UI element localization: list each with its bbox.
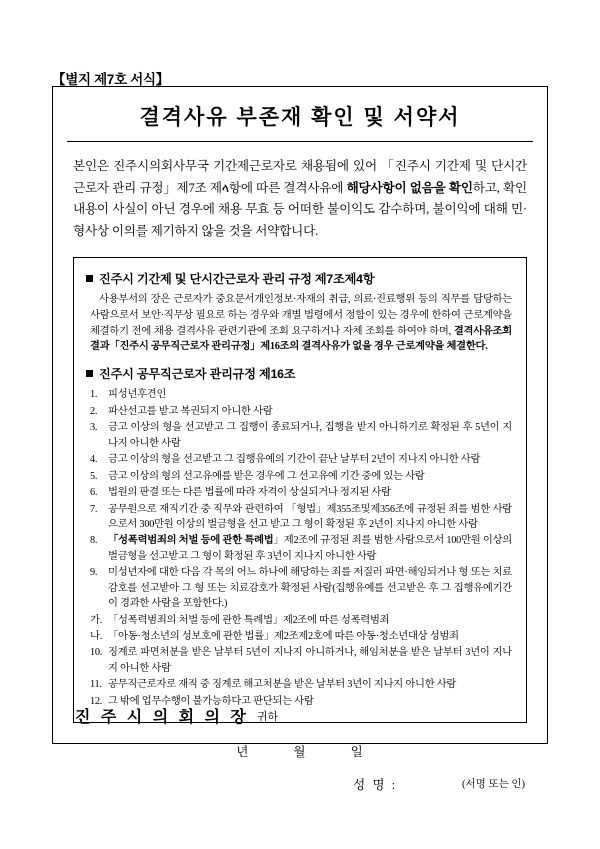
date-day-label: 일 [350, 745, 364, 760]
list-item-text: 법원의 판결 또는 다른 법률에 따라 자격이 상실되거나 정지된 사람 [108, 487, 391, 499]
intro-text-part2: 하고, 확인 내용이 사실이 아닌 경우에 채용 무효 등 어떠한 불이익도 감수하며, 불이익에 대해 민·형사상 이의를 제기하지 않을 것을 서약합니다. [73, 180, 527, 238]
signature-note: (서명 또는 인) [462, 779, 525, 791]
list-item-text: 미성년자에 대한 다음 각 목의 어느 하나에 해당하는 죄를 저질러 파면·해임되거나 형 또는 치료감호를 선고받아 그 형 또는 치료감호가 확정된 사람(집행유예를 선고받은 후 그 집행유예기간이 경과한 사람을 포함한다.) [108, 567, 512, 610]
date-year-label: 년 [236, 745, 250, 760]
date-month-label: 월 [293, 745, 307, 760]
list-item-number: 6. [90, 487, 98, 499]
section2-heading: 진주시 공무직근로자 관리규정 제16조 [99, 367, 296, 382]
date-line [53, 741, 547, 760]
list-item [90, 629, 512, 644]
list-item [90, 452, 512, 467]
section1-body [90, 292, 512, 356]
section2-heading-row [86, 365, 514, 382]
list-item [90, 613, 512, 628]
list-item [90, 469, 512, 484]
list-item-bold: 「성폭력범죄의 처벌 등에 관한 특례법 [108, 535, 274, 547]
list-item [90, 502, 512, 533]
list-item-number: 12. [90, 695, 103, 707]
list-item [90, 420, 512, 451]
list-item-rest: 」제2조에 규정된 죄를 범한 사람으로서 100만원 이상의 벌금형을 선고받고 그 형이 확정된 후 3년이 지나지 아니한 사람 [108, 535, 513, 562]
list-item [90, 677, 512, 692]
signature-name-label: 성 명 : [353, 778, 398, 793]
section1-heading: 진주시 기간제 및 단시간근로자 관리 규정 제7조제4항 [99, 271, 375, 286]
recipient-name: 진 주 시 의 회 의 장 [75, 709, 249, 726]
list-item-text: 공무직근로자로 재직 중 징계로 해고처분을 받은 날부터 3년이 지나지 아니한 사람 [108, 679, 457, 691]
list-item-number: 11. [90, 679, 102, 691]
list-item-number: 4. [90, 454, 98, 466]
intro-paragraph [73, 156, 527, 243]
recipient-honorific: 귀하 [256, 711, 279, 723]
list-item-text: 「성폭력범죄의 처벌 등에 관한 특례법」제2조에 따른 성폭력범죄 [108, 614, 390, 626]
list-item-text: 금고 이상의 형을 선고받고 그 집행이 종료되거나, 집행을 받지 아니하기로 확정된 후 5년이 지나지 아니한 사람 [108, 422, 512, 449]
list-item-text: 징계로 파면처분을 받은 날부터 5년이 지나지 아니하거나, 해임처분을 받은 날부터 3년이 지나지 아니한 사람 [108, 647, 512, 674]
list-item-text: 금고 이상의 형을 선고받고 그 집행유예의 기간이 끝난 날부터 2년이 지나지 아니한 사람 [108, 454, 481, 466]
list-item [90, 404, 512, 419]
intro-text-bold: 해당사항이 없음을 확인 [346, 180, 473, 195]
list-item-number: 8. [90, 535, 98, 547]
section1-body-bold: 결격사유조회 결과「진주시 공무직근로자 관리규정」제16조의 결격사유가 없을 경우 근로계약을 체결한다. [90, 325, 512, 353]
recipient-line [75, 704, 278, 727]
list-item-number: 7. [90, 503, 98, 515]
list-item-text: 「아동·청소년의 성보호에 관한 법률」제2조제2호에 따른 아동·청소년대상 성범죄 [108, 631, 459, 642]
document-title: 결격사유 부존재 확인 및 서약서 [139, 106, 461, 129]
list-item [90, 565, 512, 611]
bullet-square-icon [86, 370, 93, 377]
list-item-number: 9. [90, 567, 98, 579]
list-item-text: 금고 이상의 형의 선고유예를 받은 경우에 그 선고유예 기간 중에 있는 사람 [108, 470, 425, 482]
list-item-text: 그 밖에 업무수행이 불가능하다고 판단되는 사람 [108, 695, 314, 707]
list-item [90, 533, 512, 564]
list-item-number: 10. [90, 647, 103, 659]
list-item-number: 2. [90, 405, 98, 417]
intro-text-part1: 본인은 진주시의회사무국 기간제근로자로 채용됨에 있어 「진주시 기간제 및 단시간근로자 관리 규정」제7조 제ላ항에 따른 결격사유에 [73, 159, 527, 195]
list-item-text: 피성년후견인 [108, 389, 167, 401]
bullet-square-icon [86, 275, 93, 282]
list-item-number: 1. [90, 389, 98, 401]
document-body-box [52, 86, 548, 793]
section1-heading-row [86, 270, 514, 287]
section1-body-part1: 사용부서의 장은 근로자가 중요문서개인정보·자재의 취급, 의료·진료행위 등의 직무를 담당하는 사람으로서 보안·직무상 필요로 하는 경우와 개별 법령에서 정함이 있는 경우에 한하여 근로계약을 체결하기 전에 채용 결격사유 관련기관에 조회 요구하거나 자체 조회를 하여야 하며, [90, 293, 512, 337]
list-item-number: 5. [90, 470, 98, 482]
list-item [90, 645, 512, 676]
title-divider [67, 141, 533, 142]
signature-row [53, 774, 547, 794]
list-item-number: 가. [90, 614, 103, 626]
list-item [90, 387, 512, 402]
list-item [90, 485, 512, 500]
form-number-tag: 【별지 제7호 서식】 [52, 72, 169, 87]
regulations-box [73, 257, 527, 724]
disqualification-list [86, 387, 514, 709]
list-item-text: 파산선고를 받고 복권되지 아니한 사람 [108, 405, 273, 417]
list-item-text [108, 535, 512, 561]
list-item-number: 나. [90, 631, 103, 642]
list-item-text: 공무원으로 재직기간 중 직무와 관련하여 「형법」제355조및제356조에 규정된 죄를 범한 사람으로서 300만원 이상의 벌금형을 선고 받고 그 형이 확정된 후 2년이 지나지 아니한 사람 [108, 503, 512, 530]
list-item-number: 3. [90, 422, 98, 434]
